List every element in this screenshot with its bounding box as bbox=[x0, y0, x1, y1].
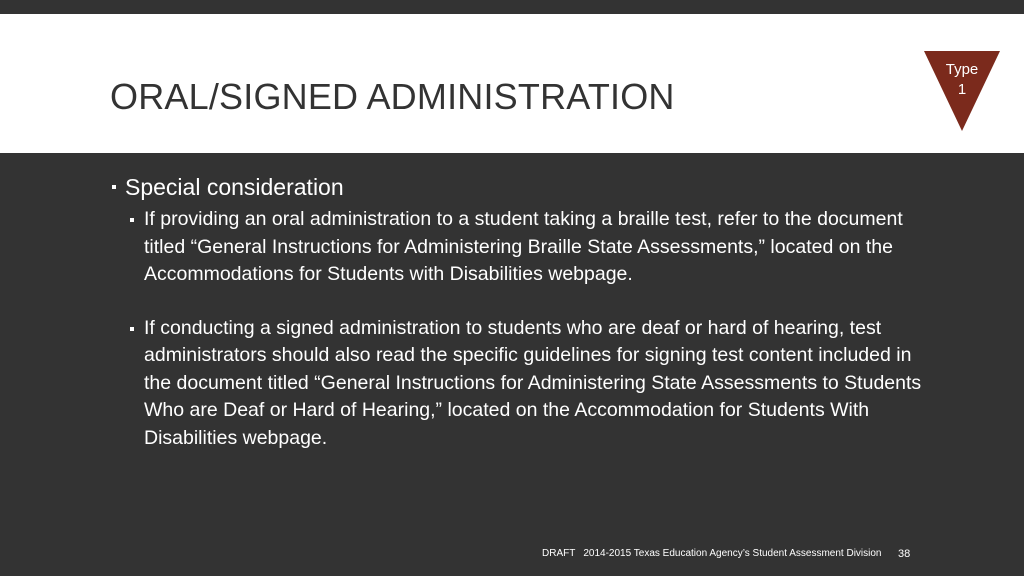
square-bullet-icon bbox=[130, 327, 134, 331]
bullet-level-1 bbox=[110, 172, 930, 202]
top-bar bbox=[0, 0, 1024, 14]
type-badge bbox=[924, 51, 1000, 131]
square-bullet-icon bbox=[112, 185, 116, 189]
footer-draft: DRAFT bbox=[542, 548, 576, 559]
square-bullet-icon bbox=[130, 218, 134, 222]
bullet-text-braille: If providing an oral administration to a student taking a braille test, refer to the document titled “General Instructions for Administering Braille State Assessments,” located on the Accommodations for Students with Disabilities webpage. bbox=[144, 208, 903, 285]
badge-number: 1 bbox=[957, 81, 967, 98]
title-band bbox=[0, 14, 1024, 153]
badge-label: Type bbox=[945, 61, 979, 78]
slide-title: ORAL/SIGNED ADMINISTRATION bbox=[110, 76, 675, 117]
bullet-level-2 bbox=[110, 206, 930, 289]
page-number: 38 bbox=[898, 548, 911, 560]
bullet-level-2 bbox=[110, 315, 930, 453]
bullet-heading: Special consideration bbox=[125, 174, 344, 200]
bullet-text-signed: If conducting a signed administration to students who are deaf or hard of hearing, test administrators should also read the specific guidelines for signing test content included in the document titled “General Instructions for Administering State Assessments to Students Who are Deaf or Hard of Hearing,” located on the Accommodation for Students With Disabilities webpage. bbox=[144, 316, 922, 449]
slide-body bbox=[110, 172, 930, 452]
footer-text: 2014-2015 Texas Education Agency’s Student Assessment Division bbox=[583, 548, 882, 559]
